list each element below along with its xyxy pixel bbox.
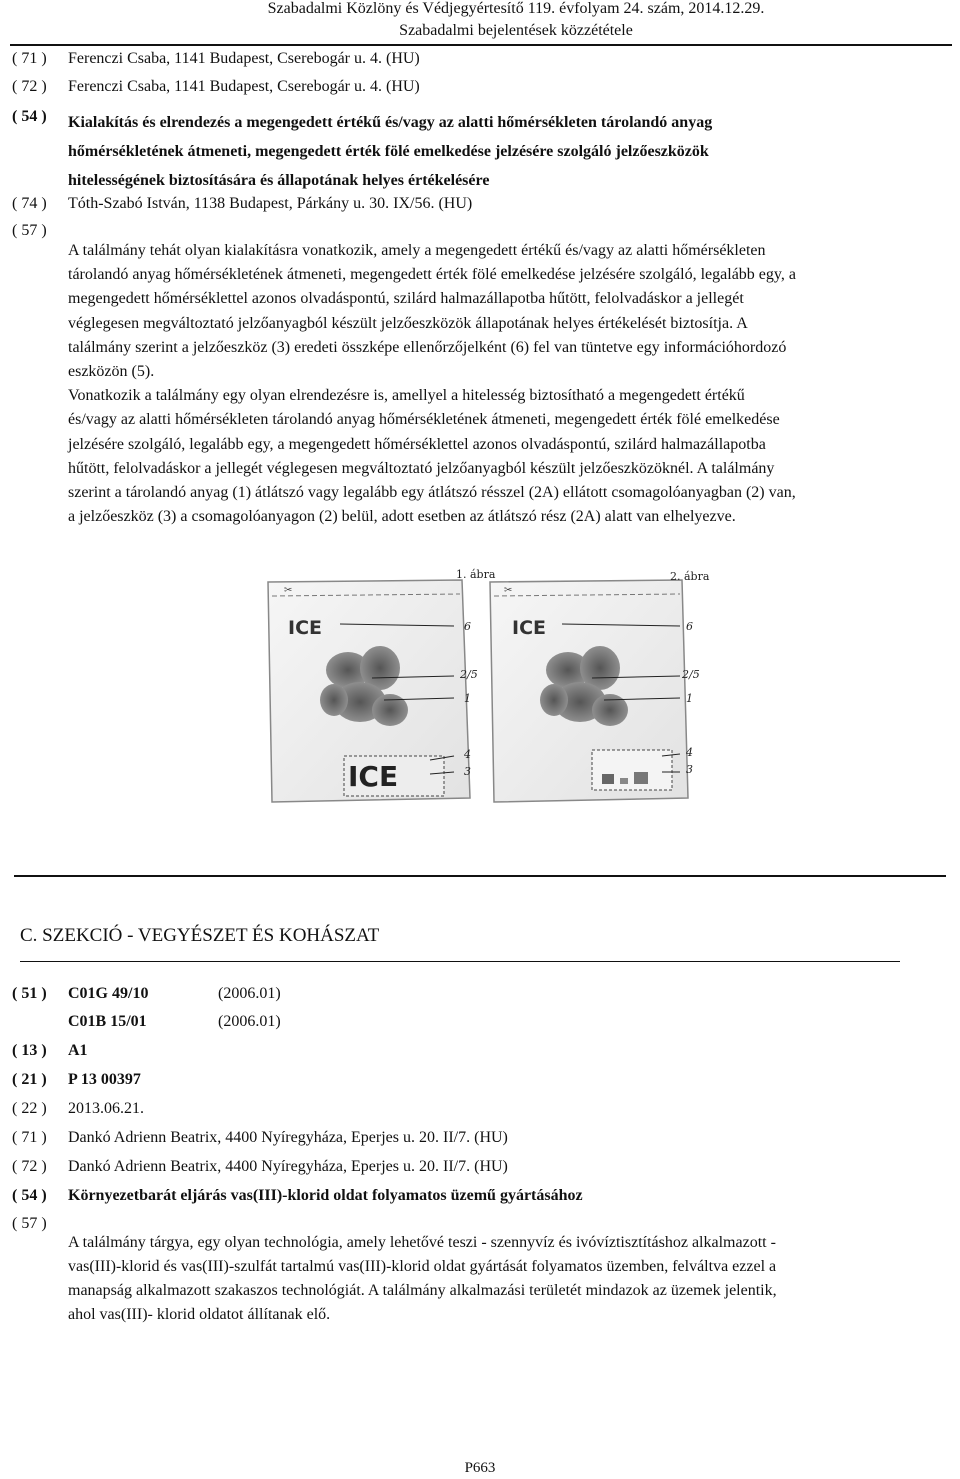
inventor: Ferenczi Csaba, 1141 Budapest, Cserebogár u. 4. (HU)	[68, 78, 420, 95]
fig1-title: 1. ábra	[456, 568, 496, 581]
inid-54: ( 54 )	[12, 108, 47, 125]
abstract-line: Vonatkozik a találmány egy olyan elrendezésre is, amellyel a hitelesség biztosítható a megengedett értékű	[68, 387, 745, 405]
journal-header: Szabadalmi Közlöny és Védjegyértesítő 119. évfolyam 24. szám, 2014.12.29.	[267, 0, 765, 17]
section-title: C. SZEKCIÓ - VEGYÉSZET ÉS KOHÁSZAT	[20, 925, 380, 946]
inid-57: ( 57 )	[12, 1215, 47, 1232]
ipc-class-1: C01G 49/10	[68, 985, 149, 1002]
title-line: hőmérsékletének átmeneti, megengedett érték fölé emelkedése jelzésére szolgáló jelzőeszközök	[68, 143, 709, 160]
abstract-line: és/vagy az alatti hőmérsékleten tárolandó anyag hőmérsékletének átmeneti, megengedett érték fölé emelkedése	[68, 411, 780, 429]
section-divider	[14, 875, 946, 877]
ref-4: 4	[464, 748, 471, 761]
inventor: Dankó Adrienn Beatrix, 4400 Nyíregyháza, Eperjes u. 20. II/7. (HU)	[68, 1158, 508, 1175]
inid-74: ( 74 )	[12, 195, 47, 212]
abstract	[68, 1231, 888, 1327]
page-number: P663	[464, 1460, 496, 1476]
abstract-line: a jelzőeszköz (3) a csomagolóanyagon (2) belül, adott esetben az átlátszó rész (2A) alatt van elhelyezve.	[68, 508, 736, 526]
application-number: P 13 00397	[68, 1071, 141, 1088]
abstract-line: jelzésére szolgáló, legalább egy, a megengedett hőmérséklettel azonos olvadáspontú, szilárd halmazállapotba	[68, 435, 766, 453]
abstract-line: vas(III)-klorid és vas(III)-szulfát tartalmú vas(III)-klorid oldat gyártását folyamatos üzemben, felváltva ezzel a	[68, 1258, 777, 1275]
abstract	[68, 239, 920, 529]
title-line: hitelességének biztosítására és állapotának helyes értékelésére	[68, 172, 490, 189]
invention-title	[68, 108, 712, 195]
svg-text:✂: ✂	[504, 585, 513, 596]
section-subheader: Szabadalmi bejelentések közzététele	[399, 22, 633, 39]
invention-title: Környezetbarát eljárás vas(III)-klorid oldat folyamatos üzemű gyártásához	[68, 1187, 583, 1204]
applicant: Dankó Adrienn Beatrix, 4400 Nyíregyháza, Eperjes u. 20. II/7. (HU)	[68, 1129, 508, 1146]
applicant: Ferenczi Csaba, 1141 Budapest, Cserebogár u. 4. (HU)	[68, 50, 420, 67]
section-title-underline	[20, 961, 900, 962]
ref-6: 6	[464, 620, 471, 633]
inid-21: ( 21 )	[12, 1071, 47, 1088]
inid-72: ( 72 )	[12, 1158, 47, 1175]
inid-71: ( 71 )	[12, 50, 47, 67]
abstract-line: manapság alkalmazott szakaszos technológiát. A találmány alkalmazási területét mindazok az üzemek jelentik,	[68, 1282, 777, 1299]
abstract-line: eszközön (5).	[68, 363, 155, 381]
inid-54: ( 54 )	[12, 1187, 47, 1204]
figure-1	[268, 580, 470, 802]
abstract-line: ahol vas(III)- klorid oldatot állítanak elő.	[68, 1306, 331, 1323]
ref-3: 3	[686, 763, 693, 776]
ice-big-label: ICE	[348, 760, 399, 793]
ref-2-5: 2/5	[460, 668, 478, 681]
ref-6: 6	[686, 620, 693, 633]
abstract-line: találmány szerint a jelzőeszköz (3) eredeti összképe ellenőrzőjelként (6) fel van tüntetve egy információhordozó	[68, 338, 787, 356]
abstract-line: A találmány tárgya, egy olyan technológia, amely lehetővé teszi - szennyvíz és ivóvíztisztításhoz alkalmazott -	[68, 1234, 776, 1251]
inid-72: ( 72 )	[12, 78, 47, 95]
document-kind: A1	[68, 1042, 88, 1059]
abstract-line: szerint a tárolandó anyag (1) átlátszó vagy legalább egy átlátszó résszel (2A) ellátott csomagolóanyagban (2) van,	[68, 484, 796, 502]
ref-1: 1	[686, 692, 693, 705]
ipc-date-2: (2006.01)	[218, 1013, 281, 1030]
representative: Tóth-Szabó István, 1138 Budapest, Párkány u. 30. IX/56. (HU)	[68, 195, 473, 212]
abstract-line: tárolandó anyag hőmérsékletének átmeneti, megengedett érték fölé emelkedése jelzésére szolgáló, legalább egy, a	[68, 266, 796, 284]
svg-text:✂: ✂	[284, 585, 293, 596]
title-line: Kialakítás és elrendezés a megengedett értékű és/vagy az alatti hőmérsékleten tárolandó anyag	[68, 114, 713, 131]
ipc-date-1: (2006.01)	[218, 985, 281, 1002]
ref-3: 3	[464, 765, 471, 778]
ref-2-5: 2/5	[682, 668, 700, 681]
figure-2	[490, 580, 688, 802]
ref-4: 4	[686, 746, 693, 759]
filing-date: 2013.06.21.	[68, 1100, 144, 1117]
ice-label-2: ICE	[512, 617, 546, 639]
abstract-line: hűtött, felolvadáskor a jellegét véglegesen megváltoztató jelzőanyagból készült jelzőeszközöknél. A találmány	[68, 459, 775, 477]
fig2-title: 2. ábra	[670, 570, 710, 583]
abstract-line: megengedett hőmérséklettel azonos olvadáspontú, szilárd halmazállapotba hűtött, felolvadáskor a jellegét	[68, 290, 744, 308]
ice-label: ICE	[288, 617, 322, 639]
inid-22: ( 22 )	[12, 1100, 47, 1117]
inid-71: ( 71 )	[12, 1129, 47, 1146]
inid-13: ( 13 )	[12, 1042, 47, 1059]
abstract-line: véglegesen megváltoztató jelzőanyagból készült jelzőeszközök állapotának helyes értékelését biztosítja. A	[68, 314, 748, 332]
inid-51: ( 51 )	[12, 985, 47, 1002]
ipc-class-2: C01B 15/01	[68, 1013, 147, 1030]
patent-figure	[250, 560, 720, 810]
inid-57: ( 57 )	[12, 222, 47, 239]
header-rule	[10, 44, 952, 46]
ref-1: 1	[464, 692, 471, 705]
abstract-line: A találmány tehát olyan kialakításra vonatkozik, amely a megengedett értékű és/vagy az alatti hőmérsékleten	[68, 242, 766, 259]
